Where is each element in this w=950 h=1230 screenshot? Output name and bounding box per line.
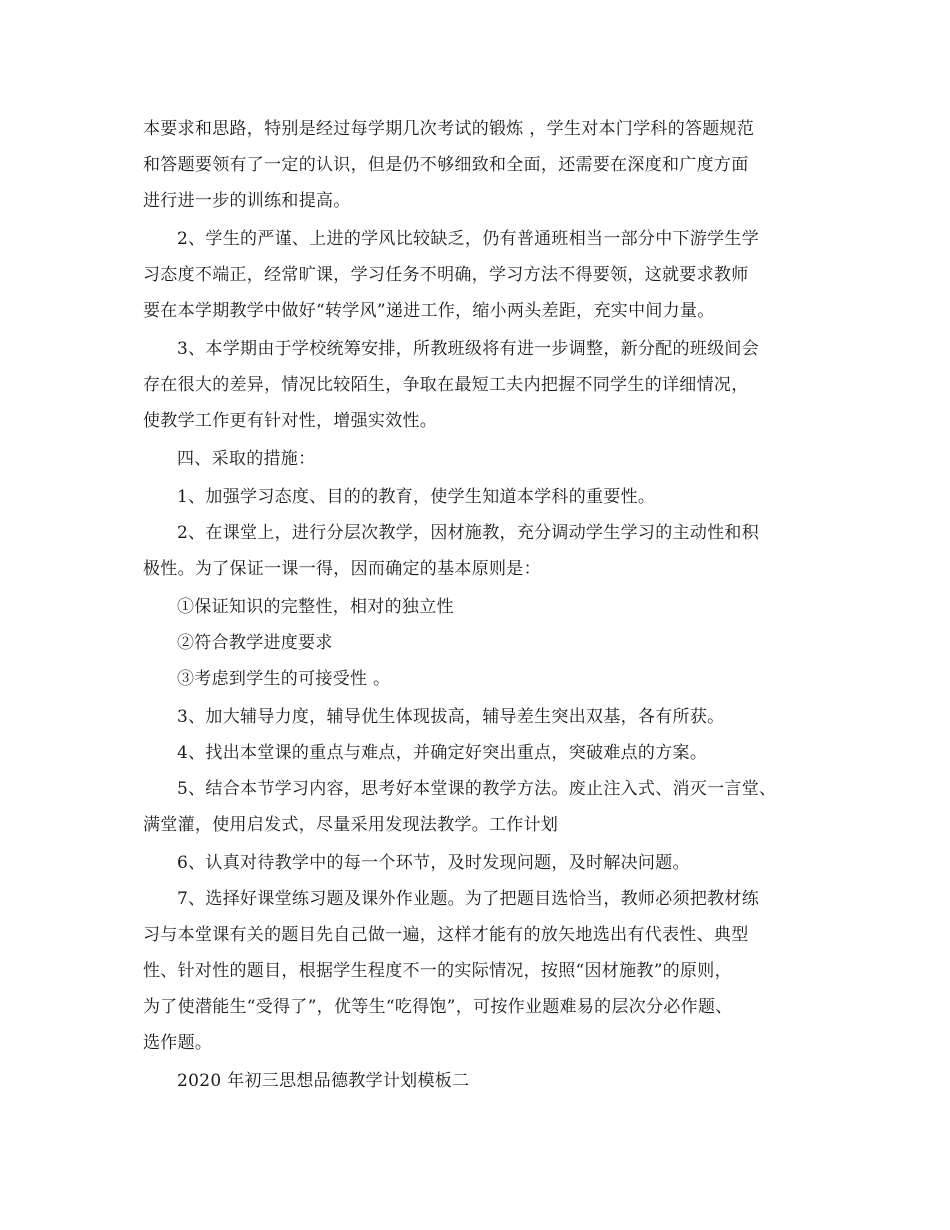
text-line: 3、加大辅导力度，辅导优生体现拔高，辅导差生突出双基，各有所获。 bbox=[177, 707, 725, 727]
text-line: 性、针对性的题目，根据学生程度不一的实际情况，按照“因材施教”的原则， bbox=[143, 961, 732, 981]
text-line: 极性。为了保证一课一得，因而确定的基本原则是： bbox=[143, 559, 541, 579]
section-heading: 四、采取的措施： bbox=[177, 449, 316, 469]
list-item: ①保证知识的完整性，相对的独立性 bbox=[177, 597, 454, 617]
text-line: 存在很大的差异，情况比较陌生，争取在最短工夫内把握不同学生的详细情况， bbox=[143, 375, 749, 395]
text-line: 3、本学期由于学校统筹安排，所教班级将有进一步调整，新分配的班级间会 bbox=[177, 339, 760, 359]
text-line: 6、认真对待教学中的每一个环节，及时发现问题，及时解决问题。 bbox=[177, 853, 690, 873]
text-line: 习与本堂课有关的题目先自己做一遍，这样才能有的放矢地选出有代表性、典型 bbox=[143, 925, 749, 945]
text-line: 进行进一步的训练和提高。 bbox=[143, 191, 351, 211]
text-line: 1、加强学习态度、目的的教育，使学生知道本学科的重要性。 bbox=[177, 487, 656, 507]
list-item: ③考虑到学生的可接受性 。 bbox=[177, 669, 391, 689]
text-line: 本要求和思路，特别是经过每学期几次考试的锻炼 ，学生对本门学科的答题规范 bbox=[143, 119, 755, 139]
text-line: 选作题。 bbox=[143, 1033, 213, 1053]
text-line: 5、结合本节学习内容，思考好本堂课的教学方法。废止注入式、消灭一言堂、 bbox=[177, 779, 777, 799]
text-line: 满堂灌，使用启发式，尽量采用发现法教学。工作计划 bbox=[143, 815, 559, 835]
text-line: 和答题要领有了一定的认识，但是仍不够细致和全面，还需要在深度和广度方面 bbox=[143, 155, 749, 175]
text-line: 7、选择好课堂练习题及课外作业题。为了把题目选恰当，教师必须把教材练 bbox=[177, 889, 760, 909]
list-item: ②符合教学进度要求 bbox=[177, 633, 333, 653]
text-line: 2、学生的严谨、上进的学风比较缺乏，仍有普通班相当一部分中下游学生学 bbox=[177, 229, 760, 249]
text-line: 要在本学期教学中做好“转学风”递进工作，缩小两头差距，充实中间力量。 bbox=[143, 301, 715, 321]
text-line: 使教学工作更有针对性，增强实效性。 bbox=[143, 411, 438, 431]
section-title: 2020 年初三思想品德教学计划模板二 bbox=[177, 1071, 470, 1091]
text-line: 习态度不端正，经常旷课，学习任务不明确，学习方法不得要领，这就要求教师 bbox=[143, 265, 749, 285]
text-line: 为了使潜能生“受得了”，优等生“吃得饱”，可按作业题难易的层次分必作题、 bbox=[143, 997, 733, 1017]
text-line: 2、在课堂上，进行分层次教学，因材施教，充分调动学生学习的主动性和积 bbox=[177, 523, 760, 543]
text-line: 4、找出本堂课的重点与难点，并确定好突出重点，突破难点的方案。 bbox=[177, 743, 708, 763]
